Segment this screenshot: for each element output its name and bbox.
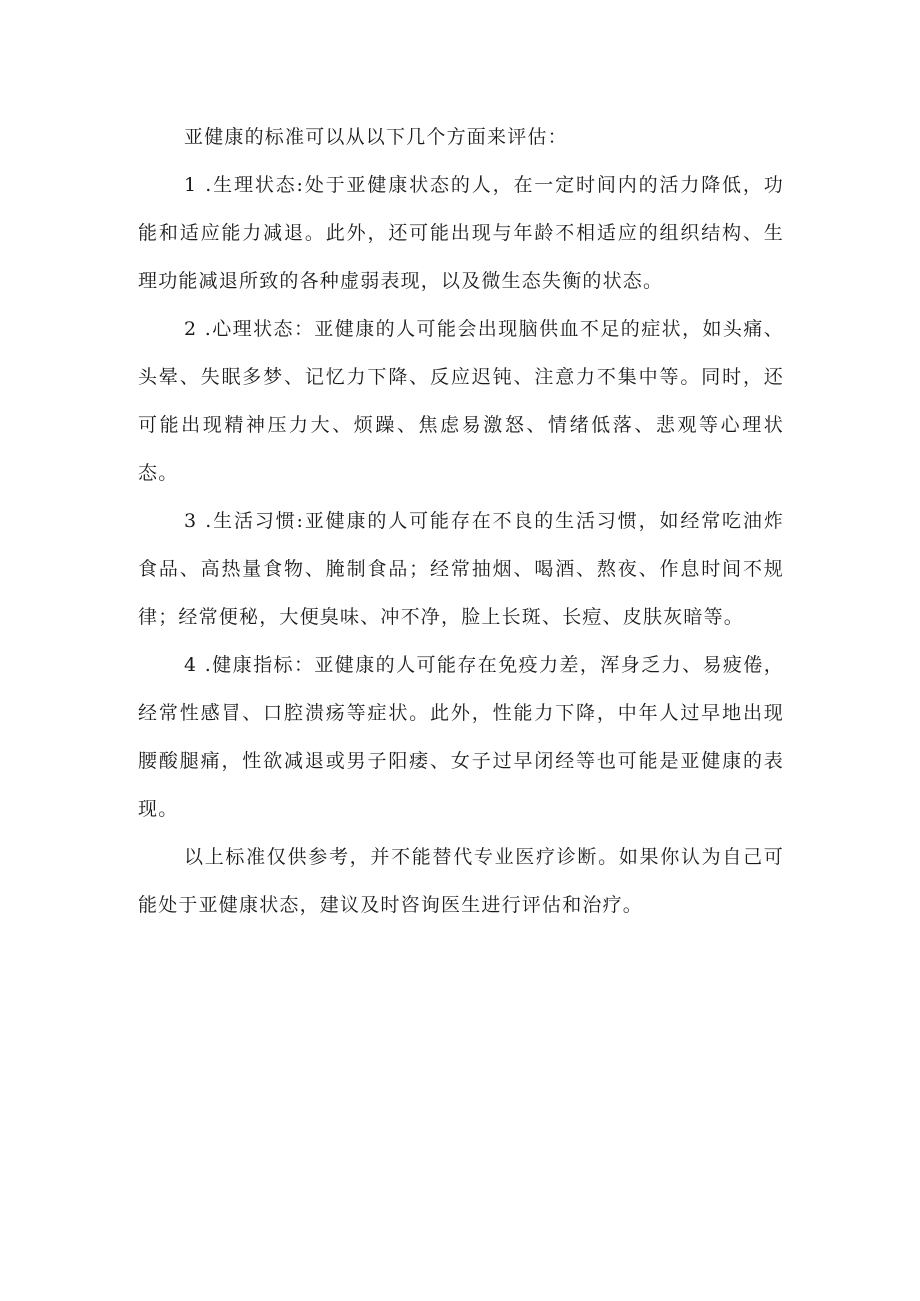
list-item-physiological [138,161,784,305]
item-number: 2 [184,318,198,340]
intro-paragraph: 亚健康的标准可以从以下几个方面来评估： [184,126,568,148]
item-text: .生活习惯:亚健康的人可能存在不良的生活习惯，如经常吃油炸食品、高热量食物、腌制食品；经常抽烟、喝酒、熬夜、作息时间不规律；经常便秘，大便臭味、冲不净，脸上长斑、长痘、皮肤灰暗等。 [138,510,784,628]
conclusion-paragraph: 以上标准仅供参考，并不能替代专业医疗诊断。如果你认为自己可能处于亚健康状态，建议及时咨询医生进行评估和治疗。 [138,846,784,916]
item-text: .心理状态：亚健康的人可能会出现脑供血不足的症状，如头痛、头晕、失眠多梦、记忆力下降、反应迟钝、注意力不集中等。同时，还可能出现精神压力大、烦躁、焦虑易激怒、情绪低落、悲观等心理状态。 [138,318,784,484]
list-item-lifestyle [138,497,784,641]
list-item-health-indicators [138,641,784,833]
item-text: .健康指标：亚健康的人可能存在免疫力差，浑身乏力、易疲倦，经常性感冒、口腔溃疡等症状。此外，性能力下降，中年人过早地出现腰酸腿痛，性欲减退或男子阳痿、女子过早闭经等也可能是亚健康的表现。 [138,654,784,820]
list-item-psychological [138,305,784,497]
document-body [138,113,784,929]
item-number: 3 [184,510,198,532]
item-text: .生理状态:处于亚健康状态的人，在一定时间内的活力降低，功能和适应能力减退。此外，还可能出现与年龄不相适应的组织结构、生理功能减退所致的各种虚弱表现，以及微生态失衡的状态。 [138,174,784,292]
item-number: 4 [184,654,198,676]
item-number: 1 [184,174,198,196]
